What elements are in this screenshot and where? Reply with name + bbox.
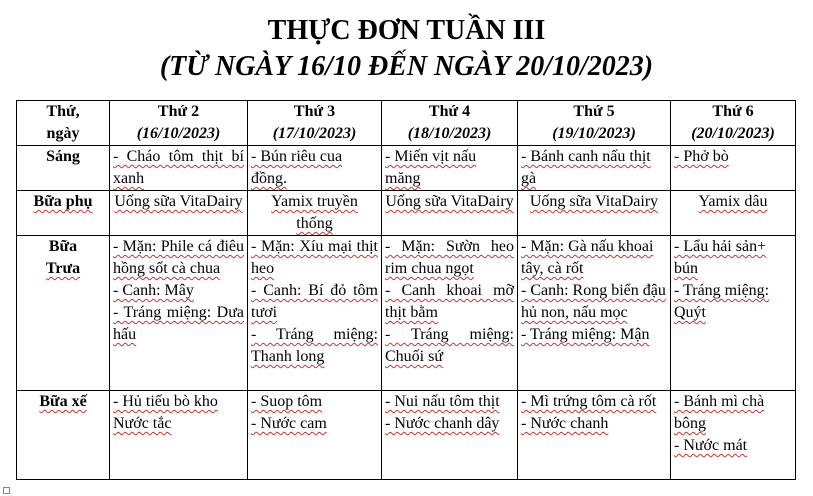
header-row [17, 101, 796, 146]
menu-cell [518, 236, 671, 391]
dish-line: Nước tắc [113, 415, 172, 432]
dish-line: - Phở bò [674, 148, 729, 165]
dish-line: - Nước mát [674, 437, 748, 454]
dish-line: - Tráng miệng: Quýt [674, 282, 770, 321]
menu-cell [382, 391, 518, 480]
meal-row-lunch [17, 236, 796, 391]
dish-line: - Canh: Mây [113, 282, 194, 299]
menu-cell [382, 146, 518, 191]
meal-label: Bữa phụ [33, 193, 93, 210]
dish-line: - Mặn: Xíu mại thịt heo [251, 238, 378, 277]
dish-line: - Cháo tôm thịt bí xanh [113, 148, 244, 187]
dish-line: - Suop tôm [251, 393, 323, 410]
menu-cell [518, 146, 671, 191]
dish-line: - Miến vịt nấu măng [385, 148, 477, 187]
dish-line: - Mặn: Phile cá điêu hồng sốt cà chua [113, 238, 244, 277]
dish-line: - Mặn: Sườn heo rim chua ngọt [385, 238, 514, 277]
menu-cell [671, 236, 796, 391]
dish-line: - Bánh canh nấu thịt gà [521, 148, 651, 187]
dish-line: - Tráng miệng: Thanh long [251, 326, 378, 365]
menu-cell [248, 236, 382, 391]
day-header-cell [671, 101, 796, 146]
menu-cell [110, 146, 248, 191]
meal-row-afternoon [17, 391, 796, 480]
day-name: Thứ 5 [573, 103, 615, 120]
meal-row-snack [17, 191, 796, 236]
menu-table [16, 100, 796, 480]
dish-line: - Mì trứng tôm cà rốt [521, 393, 657, 410]
meal-label: Trưa [45, 260, 81, 277]
corner-header-cell [17, 101, 110, 146]
dish-line: - Tráng miệng: Chuối sứ [385, 326, 514, 365]
dish-line: Yamix dâu [698, 193, 768, 210]
menu-cell [248, 191, 382, 236]
day-name: Thứ 3 [293, 103, 336, 120]
dish-line: - Canh: Rong biển đậu hủ non, nấu mọc [521, 282, 666, 321]
menu-cell [518, 191, 671, 236]
day-date: (17/10/2023) [272, 125, 357, 142]
dish-line: Yamix truyền thống [271, 193, 358, 232]
meal-label: Sáng [46, 148, 80, 165]
menu-cell [110, 191, 248, 236]
day-name: Thứ 6 [712, 103, 754, 120]
table-move-handle[interactable] [3, 487, 10, 494]
dish-line: - Tráng miệng: Mận [521, 326, 650, 343]
dish-line: - Nước chanh dây [385, 415, 500, 432]
header-label-date: ngày [46, 125, 80, 142]
dish-line: - Hủ tiếu bò kho [113, 393, 218, 410]
dish-line: - Bún riêu cua đồng. [251, 148, 343, 187]
meal-label-cell [17, 146, 110, 191]
dish-line: - Bánh mì chà bông [674, 393, 765, 432]
dish-line: - Nước chanh [521, 415, 609, 432]
menu-cell [671, 391, 796, 480]
menu-cell [110, 391, 248, 480]
day-date: (20/10/2023) [691, 125, 775, 142]
day-date: (19/10/2023) [552, 125, 636, 142]
meal-label-cell [17, 391, 110, 480]
dish-line: - Nước cam [251, 415, 327, 432]
dish-line: Uống sữa VitaDairy [529, 193, 659, 210]
dish-line: Uống sữa VitaDairy [385, 193, 514, 210]
page-title: THỰC ĐƠN TUẦN III [267, 15, 546, 46]
day-name: Thứ 2 [157, 103, 200, 120]
day-header-cell [248, 101, 382, 146]
dish-line: - Mặn: Gà nấu khoai tây, cà rốt [521, 238, 654, 277]
meal-label: Bữa [48, 238, 78, 255]
menu-cell [518, 391, 671, 480]
meal-label-cell [17, 191, 110, 236]
menu-cell [671, 191, 796, 236]
dish-line: - Nui nấu tôm thịt [385, 393, 500, 410]
menu-cell [248, 146, 382, 191]
meal-label: Bữa xế [39, 393, 87, 410]
day-date: (18/10/2023) [407, 125, 492, 142]
menu-cell [248, 391, 382, 480]
day-name: Thứ 4 [428, 103, 471, 120]
meal-label-cell [17, 236, 110, 391]
day-header-cell [518, 101, 671, 146]
day-header-cell [382, 101, 518, 146]
menu-cell [110, 236, 248, 391]
dish-line: - Canh: Bí đỏ tôm tươi [251, 282, 378, 321]
dish-line: - Canh khoai mỡ thịt bằm [385, 282, 514, 321]
day-date: (16/10/2023) [136, 125, 221, 142]
dish-line: Uống sữa VitaDairy [114, 193, 243, 210]
menu-cell [382, 191, 518, 236]
dish-line: - Tráng miệng: Dưa hấu [113, 304, 244, 343]
page-subtitle: (TỪ NGÀY 16/10 ĐẾN NGÀY 20/10/2023) [159, 51, 654, 82]
menu-cell [382, 236, 518, 391]
day-header-cell [110, 101, 248, 146]
meal-row-breakfast [17, 146, 796, 191]
header-label-day: Thứ, [46, 103, 80, 120]
menu-cell [671, 146, 796, 191]
dish-line: - Lẩu hải sản+ bún [674, 238, 767, 277]
